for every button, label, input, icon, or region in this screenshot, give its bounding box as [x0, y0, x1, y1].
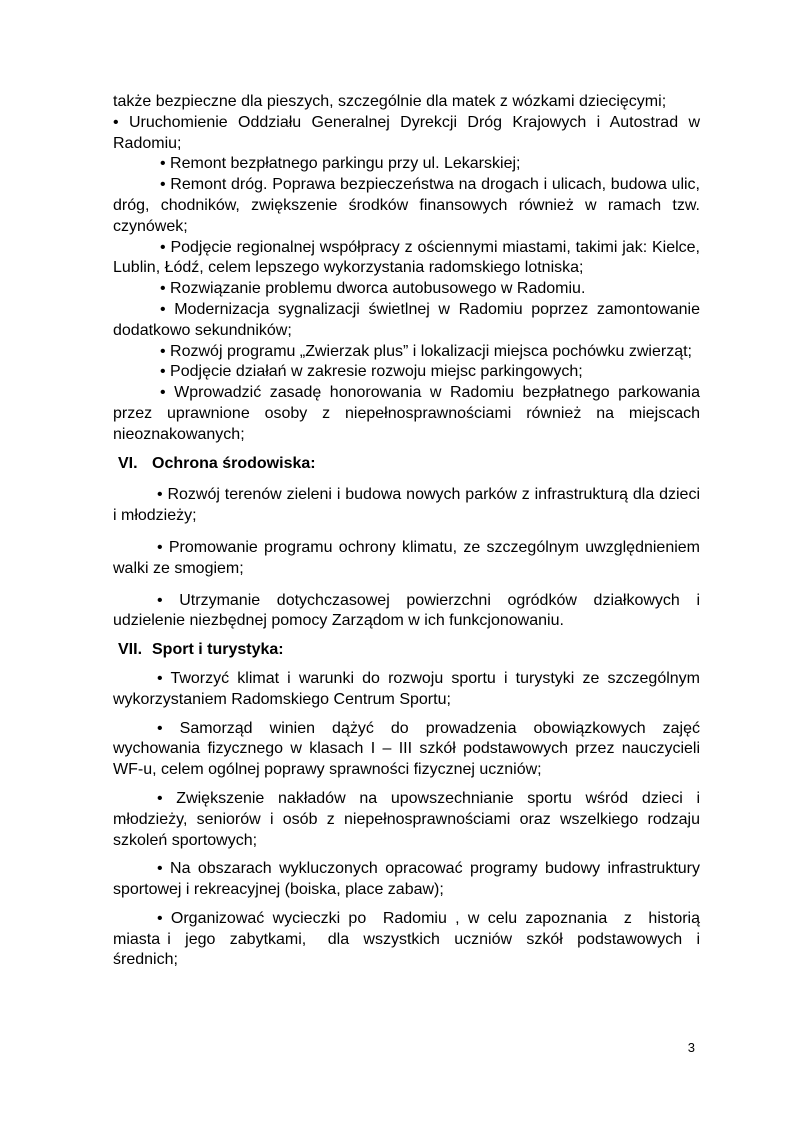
- section-title: Sport i turystyka:: [152, 641, 284, 659]
- list-item: • Uruchomienie Oddziału Generalnej Dyrekcji Dróg Krajowych i Autostrad w Radomiu;: [113, 113, 700, 152]
- section-title: Ochrona środowiska:: [152, 454, 316, 472]
- list-item: także bezpieczne dla pieszych, szczególnie dla matek z wózkami dziecięcymi;: [113, 93, 667, 110]
- bullet-item: • Organizować wycieczki po Radomiu , w celu zapoznania z historią miasta i jego zabytkami, dla wszystkich uczniów szkół podstawowych i średnich;: [113, 909, 709, 969]
- list-item: • Remont dróg. Poprawa bezpieczeństwa na drogach i ulicach, budowa ulic, dróg, chodników, zwiększenie środków finansowych również w ramach tzw. czynówek;: [113, 176, 700, 235]
- list-item: • Rozwiązanie problemu dworca autobusowego w Radomiu.: [160, 280, 586, 298]
- list-item: • Remont bezpłatnego parkingu przy ul. Lekarskiej;: [160, 155, 521, 173]
- section-heading: [118, 640, 700, 661]
- list-item: • Podjęcie działań w zakresie rozwoju miejsc parkingowych;: [160, 363, 583, 381]
- list-item: • Wprowadzić zasadę honorowania w Radomiu bezpłatnego parkowania przez uprawnione osoby z niepełnosprawnościami również na miejscach nieoznakowanych;: [113, 384, 700, 443]
- page-content: [113, 92, 709, 971]
- section-number: VI.: [118, 454, 138, 472]
- section-sport-i-turystyka: [113, 640, 709, 971]
- page-number: 3: [687, 1040, 695, 1055]
- bullet-item: • Promowanie programu ochrony klimatu, ze szczególnym uwzględnieniem walki ze smogiem;: [113, 538, 700, 577]
- list-item: • Modernizacja sygnalizacji świetlnej w Radomiu poprzez zamontowanie dodatkowo sekundników;: [113, 300, 700, 339]
- list-item: • Rozwój programu „Zwierzak plus” i lokalizacji miejsca pochówku zwierząt;: [160, 342, 692, 360]
- list-item: • Podjęcie regionalnej współpracy z ościennymi miastami, takimi jak: Kielce, Lublin, Łódź, celem lepszego wykorzystania radomskiego lotniska;: [113, 238, 700, 277]
- bullet-item: • Na obszarach wykluczonych opracować programy budowy infrastruktury sportowej i rekreacyjnej (boiska, place zabaw);: [113, 860, 700, 899]
- section-heading: [118, 454, 700, 475]
- bullet-item: • Utrzymanie dotychczasowej powierzchni ogródków działkowych i udzielenie niezbędnej pomocy Zarządom w ich funkcjonowaniu.: [113, 591, 700, 630]
- bullet-item: • Zwiększenie nakładów na upowszechnianie sportu wśród dzieci i młodzieży, seniorów i osób z niepełnosprawnościami oraz wszelkiego rodzaju szkoleń sportowych;: [113, 789, 700, 849]
- bullet-item: • Rozwój terenów zieleni i budowa nowych parków z infrastrukturą dla dzieci i młodzieży;: [113, 486, 700, 525]
- bullet-item: • Tworzyć klimat i warunki do rozwoju sportu i turystyki ze szczególnym wykorzystaniem Radomskiego Centrum Sportu;: [113, 669, 700, 708]
- section-ochrona-srodowiska: [113, 454, 700, 633]
- page-footer: [688, 1040, 695, 1055]
- section-number: VII.: [118, 641, 143, 659]
- continued-bullet-list: [113, 92, 700, 446]
- bullet-item: • Samorząd winien dążyć do prowadzenia obowiązkowych zajęć wychowania fizycznego w klasach I – III szkół podstawowych przez nauczycieli WF-u, celem ogólnej poprawy sprawności fizycznej uczniów;: [113, 719, 700, 779]
